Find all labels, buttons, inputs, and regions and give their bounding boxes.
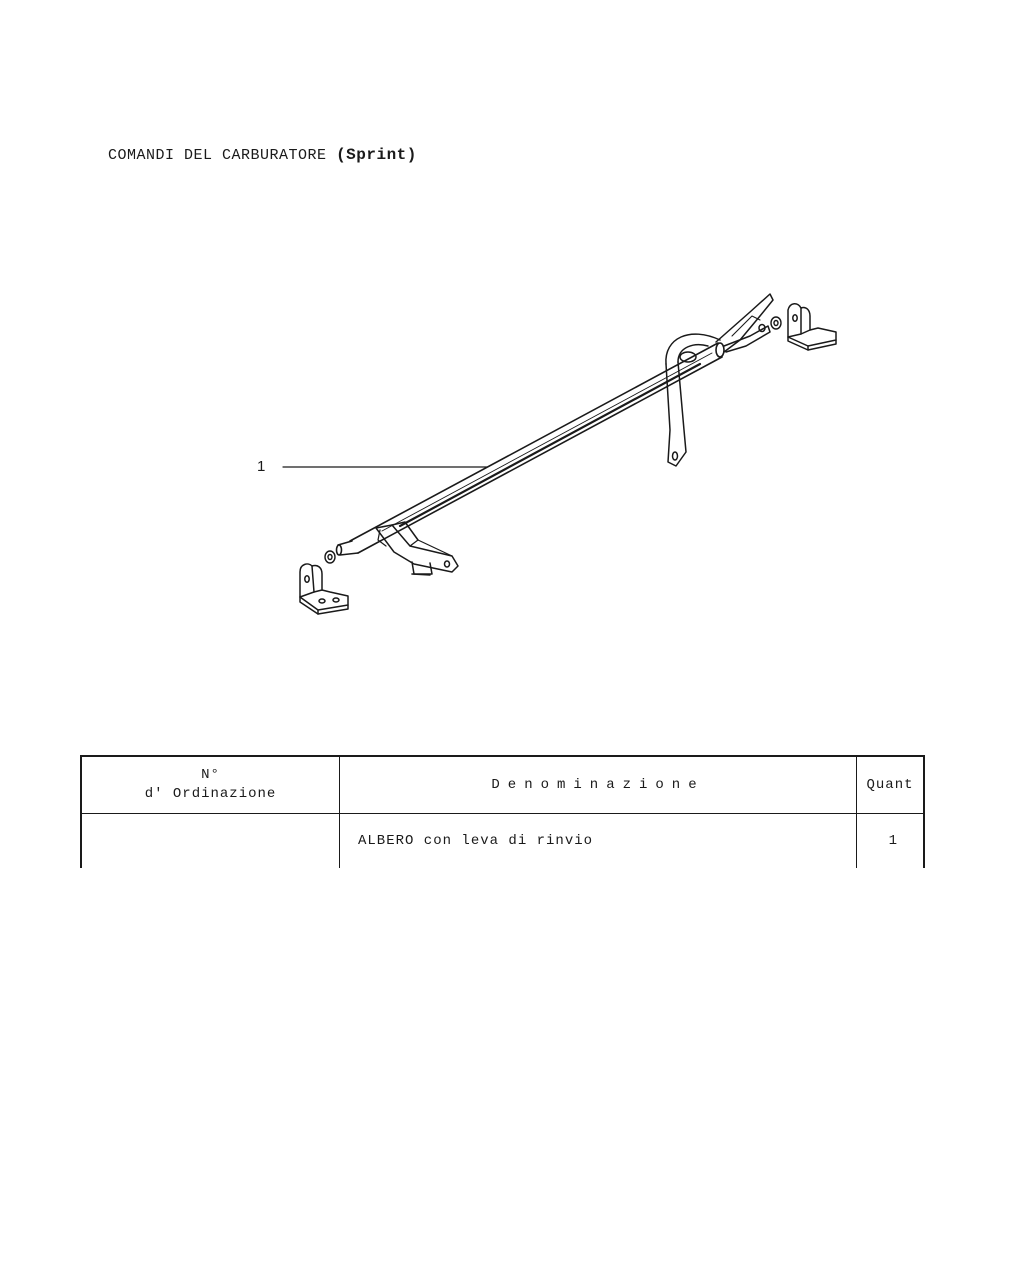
- washer-left: [325, 551, 335, 563]
- header-order-number-line1: N°: [201, 767, 220, 783]
- left-bracket: [300, 564, 348, 614]
- page-title-main: COMANDI DEL CARBURATORE: [108, 147, 327, 164]
- right-bracket: [788, 304, 836, 350]
- header-quantity: Quant: [857, 756, 925, 814]
- shaft: [337, 343, 725, 555]
- table-header-row: [81, 756, 924, 814]
- callout-1: 1: [257, 458, 266, 475]
- page-title-suffix: (Sprint): [336, 146, 417, 164]
- table-row: [81, 814, 924, 869]
- washer-right: [771, 317, 781, 329]
- parts-table: [80, 755, 925, 868]
- cell-description: ALBERO con leva di rinvio: [340, 814, 857, 869]
- cell-order-number: [81, 814, 340, 869]
- header-description: Denominazione: [340, 756, 857, 814]
- right-sector-lever: [666, 294, 773, 466]
- header-order-number: [81, 756, 340, 814]
- header-order-number-line2: d' Ordinazione: [144, 786, 277, 802]
- cell-quantity: 1: [857, 814, 925, 869]
- left-lever: [376, 522, 458, 575]
